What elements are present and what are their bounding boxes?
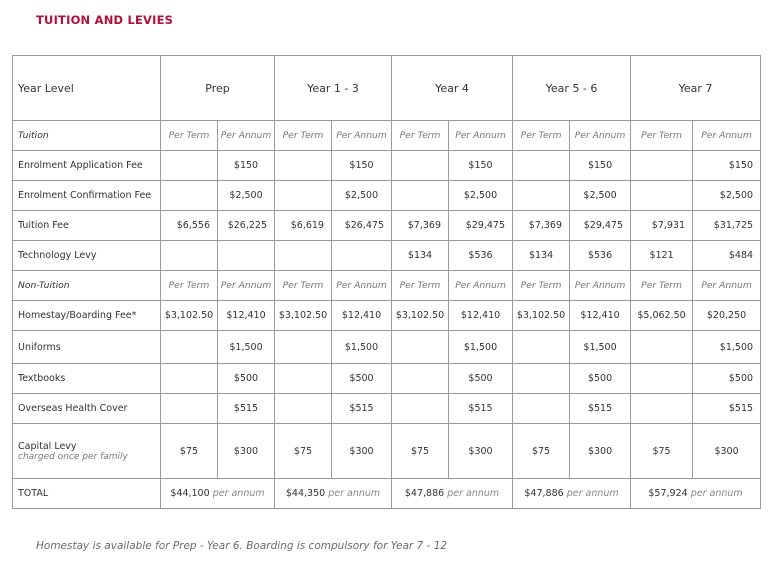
cell-value: $3,102.50 bbox=[161, 301, 218, 331]
cell-value: $6,556 bbox=[161, 211, 218, 241]
cell-value: $500 bbox=[449, 364, 513, 394]
capital-levy-label-cell bbox=[13, 424, 161, 479]
per-annum-label: Per Annum bbox=[570, 121, 631, 151]
cell-value: $150 bbox=[693, 151, 761, 181]
cell-value: $5,062.50 bbox=[631, 301, 693, 331]
cell-value: $3,102.50 bbox=[275, 301, 332, 331]
cell-value: $12,410 bbox=[570, 301, 631, 331]
year-level-header: Year Level bbox=[13, 56, 161, 121]
per-term-label: Per Term bbox=[631, 121, 693, 151]
per-term-label: Per Term bbox=[513, 271, 570, 301]
cell-value: $500 bbox=[218, 364, 275, 394]
per-annum-label: Per Annum bbox=[332, 271, 392, 301]
per-term-label: Per Term bbox=[275, 271, 332, 301]
cell-value: $536 bbox=[449, 241, 513, 271]
cell-value: $7,369 bbox=[392, 211, 449, 241]
per-term-label: Per Term bbox=[631, 271, 693, 301]
cell-value: $75 bbox=[631, 424, 693, 479]
per-annum-label: Per Annum bbox=[332, 121, 392, 151]
per-annum-label: Per Annum bbox=[449, 271, 513, 301]
per-term-label: Per Term bbox=[392, 121, 449, 151]
footnote: Homestay is available for Prep - Year 6. Boarding is compulsory for Year 7 - 12 bbox=[36, 540, 448, 552]
row-label: Enrolment Confirmation Fee bbox=[13, 181, 161, 211]
nontuition-subheader-row bbox=[13, 271, 761, 301]
table-row bbox=[13, 241, 761, 271]
tuition-subheader-row bbox=[13, 121, 761, 151]
header-row bbox=[13, 56, 761, 121]
cell-value: $7,369 bbox=[513, 211, 570, 241]
row-label: Capital Levy bbox=[18, 440, 77, 452]
fees-table bbox=[12, 55, 761, 509]
cell-value: $1,500 bbox=[693, 331, 761, 364]
per-annum-note: per annum bbox=[447, 488, 500, 499]
capital-levy-note: charged once per family bbox=[18, 451, 128, 462]
cell-value: $2,500 bbox=[693, 181, 761, 211]
cell-value: $75 bbox=[513, 424, 570, 479]
nontuition-section-label: Non-Tuition bbox=[13, 271, 161, 301]
per-term-label: Per Term bbox=[161, 271, 218, 301]
per-annum-note: per annum bbox=[690, 488, 743, 499]
per-term-label: Per Term bbox=[161, 121, 218, 151]
cell-value: $12,410 bbox=[449, 301, 513, 331]
cell-value: $75 bbox=[161, 424, 218, 479]
cell-value: $2,500 bbox=[449, 181, 513, 211]
year-7-header: Year 7 bbox=[631, 56, 761, 121]
cell-value: $29,475 bbox=[449, 211, 513, 241]
cell-value: $3,102.50 bbox=[392, 301, 449, 331]
per-annum-label: Per Annum bbox=[218, 121, 275, 151]
per-term-label: Per Term bbox=[513, 121, 570, 151]
cell-value: $75 bbox=[392, 424, 449, 479]
cell-value: $121 bbox=[631, 241, 693, 271]
year-1-3-header: Year 1 - 3 bbox=[275, 56, 392, 121]
cell-value: $31,725 bbox=[693, 211, 761, 241]
cell-value: $300 bbox=[693, 424, 761, 479]
total-value: $47,886 bbox=[404, 488, 445, 499]
per-term-label: Per Term bbox=[392, 271, 449, 301]
cell-value: $515 bbox=[570, 394, 631, 424]
cell-value: $500 bbox=[570, 364, 631, 394]
cell-value: $515 bbox=[449, 394, 513, 424]
per-term-label: Per Term bbox=[275, 121, 332, 151]
table-row bbox=[13, 151, 761, 181]
total-label: TOTAL bbox=[13, 479, 161, 509]
prep-header: Prep bbox=[161, 56, 275, 121]
cell-value: $20,250 bbox=[693, 301, 761, 331]
row-label: Tuition Fee bbox=[13, 211, 161, 241]
per-annum-label: Per Annum bbox=[693, 271, 761, 301]
cell-value: $12,410 bbox=[218, 301, 275, 331]
total-year-5-6 bbox=[513, 479, 631, 509]
cell-value: $1,500 bbox=[332, 331, 392, 364]
cell-value: $6,619 bbox=[275, 211, 332, 241]
total-year-7 bbox=[631, 479, 761, 509]
row-label: Homestay/Boarding Fee* bbox=[13, 301, 161, 331]
cell-value: $1,500 bbox=[570, 331, 631, 364]
total-value: $44,100 bbox=[170, 488, 210, 499]
cell-value: $3,102.50 bbox=[513, 301, 570, 331]
cell-value: $515 bbox=[218, 394, 275, 424]
cell-value: $75 bbox=[275, 424, 332, 479]
per-annum-label: Per Annum bbox=[449, 121, 513, 151]
total-row bbox=[13, 479, 761, 509]
year-5-6-header: Year 5 - 6 bbox=[513, 56, 631, 121]
row-label: Uniforms bbox=[13, 331, 161, 364]
per-annum-note: per annum bbox=[566, 488, 619, 499]
total-value: $44,350 bbox=[285, 488, 326, 499]
cell-value: $300 bbox=[218, 424, 275, 479]
cell-value: $1,500 bbox=[218, 331, 275, 364]
cell-value: $150 bbox=[449, 151, 513, 181]
table-row bbox=[13, 181, 761, 211]
table-row bbox=[13, 331, 761, 364]
cell-value: $150 bbox=[332, 151, 392, 181]
per-annum-label: Per Annum bbox=[218, 271, 275, 301]
cell-value: $484 bbox=[693, 241, 761, 271]
cell-value: $300 bbox=[570, 424, 631, 479]
total-value: $47,886 bbox=[524, 488, 564, 499]
cell-value: $2,500 bbox=[332, 181, 392, 211]
table-row bbox=[13, 364, 761, 394]
row-label: Textbooks bbox=[13, 364, 161, 394]
cell-value: $536 bbox=[570, 241, 631, 271]
table-row bbox=[13, 394, 761, 424]
total-value: $57,924 bbox=[648, 488, 688, 499]
cell-value: $150 bbox=[570, 151, 631, 181]
cell-value: $26,475 bbox=[332, 211, 392, 241]
cell-value: $150 bbox=[218, 151, 275, 181]
row-label: Overseas Health Cover bbox=[13, 394, 161, 424]
row-label: Enrolment Application Fee bbox=[13, 151, 161, 181]
total-year-1-3 bbox=[275, 479, 392, 509]
cell-value: $300 bbox=[449, 424, 513, 479]
table-row bbox=[13, 211, 761, 241]
cell-value: $12,410 bbox=[332, 301, 392, 331]
cell-value: $7,931 bbox=[631, 211, 693, 241]
cell-value: $26,225 bbox=[218, 211, 275, 241]
cell-value: $515 bbox=[332, 394, 392, 424]
total-prep bbox=[161, 479, 275, 509]
per-annum-label: Per Annum bbox=[570, 271, 631, 301]
per-annum-note: per annum bbox=[328, 488, 381, 499]
table-row bbox=[13, 301, 761, 331]
cell-value: $500 bbox=[693, 364, 761, 394]
cell-value: $134 bbox=[513, 241, 570, 271]
cell-value: $2,500 bbox=[218, 181, 275, 211]
cell-value: $500 bbox=[332, 364, 392, 394]
year-4-header: Year 4 bbox=[392, 56, 513, 121]
total-year-4 bbox=[392, 479, 513, 509]
tuition-section-label: Tuition bbox=[13, 121, 161, 151]
per-annum-note: per annum bbox=[212, 488, 265, 499]
per-annum-label: Per Annum bbox=[693, 121, 761, 151]
page-title: TUITION AND LEVIES bbox=[36, 13, 174, 27]
cell-value: $2,500 bbox=[570, 181, 631, 211]
cell-value: $134 bbox=[392, 241, 449, 271]
table-row bbox=[13, 424, 761, 479]
cell-value: $300 bbox=[332, 424, 392, 479]
cell-value: $1,500 bbox=[449, 331, 513, 364]
cell-value: $515 bbox=[693, 394, 761, 424]
row-label: Technology Levy bbox=[13, 241, 161, 271]
cell-value: $29,475 bbox=[570, 211, 631, 241]
